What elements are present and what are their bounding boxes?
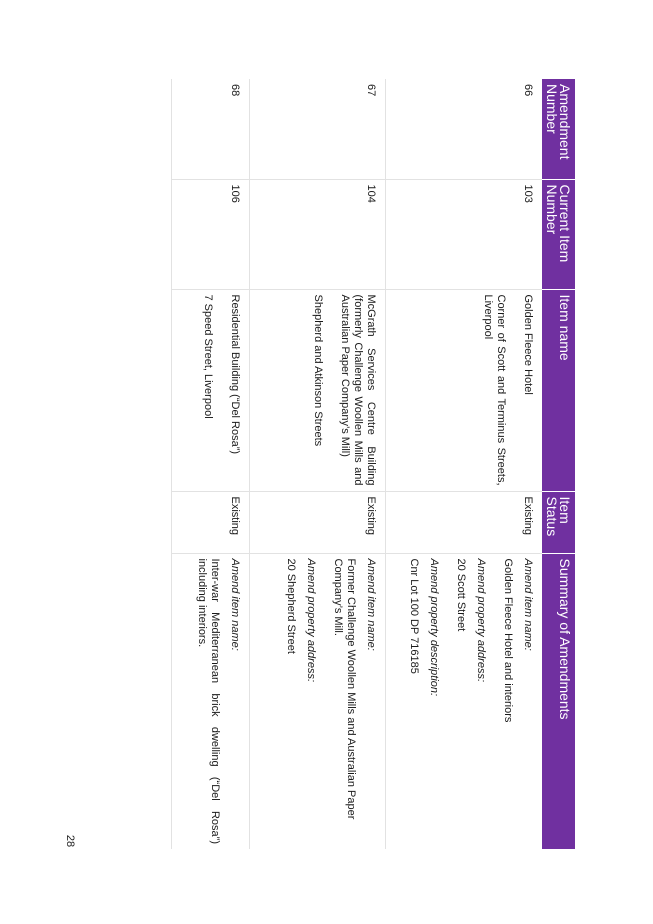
summary-cell [386, 553, 542, 849]
summary-value: 20 Scott Street [455, 558, 467, 632]
table-row [172, 79, 250, 849]
summary-value: Former Challenge Woollen Mills and Australian Paper Company’s Mill. [332, 558, 358, 820]
item-name [386, 289, 542, 491]
header-current-item-number: Current Item Number [542, 179, 575, 289]
item-address-line: Shepherd and Atkinson Streets [312, 294, 325, 447]
rotated-table-container [119, 79, 575, 849]
item-status: Existing [250, 491, 386, 553]
item-name-line: McGrath Services Centre Building (formerly Challenge Woollen Mills and Australian Paper Company’s Mill) [339, 294, 378, 486]
item-name-line: Residential Building (“Del Rosa”) [229, 294, 242, 455]
header-item-name: Item name [542, 289, 575, 491]
amendment-number: 66 [386, 79, 542, 179]
summary-value: Golden Fleece Hotel and interiors [502, 558, 514, 723]
amendment-number: 67 [250, 79, 386, 179]
summary-value: Inter-war Mediterranean brick dwelling (“Del Rosa”) including interiors. [196, 558, 222, 844]
current-item-number: 106 [172, 179, 250, 289]
summary-label: Amend property address: [475, 558, 487, 683]
current-item-number: 104 [250, 179, 386, 289]
summary-value: 20 Shepherd Street [285, 558, 298, 654]
item-name [250, 289, 386, 491]
page-number: 28 [64, 834, 77, 848]
summary-cell [250, 553, 386, 849]
item-status: Existing [386, 491, 542, 553]
summary-label: Amend property address: [305, 558, 318, 683]
item-address-line: Corner of Scott and Terminus Streets, Liverpool [482, 294, 507, 486]
summary-value: Cnr Lot 100 DP 716185 [408, 558, 420, 674]
table-row [386, 79, 542, 849]
item-name-line: Golden Fleece Hotel [522, 294, 534, 395]
summary-label: Amend item name: [229, 558, 242, 651]
summary-label: Amend property description: [428, 558, 440, 697]
amendments-table [172, 79, 576, 849]
current-item-number: 103 [386, 179, 542, 289]
header-amendment-number: Amendment Number [542, 79, 575, 179]
item-address-line: 7 Speed Street, Liverpool [202, 294, 215, 419]
summary-label: Amend item name: [365, 558, 378, 651]
amendment-number: 68 [172, 79, 250, 179]
summary-cell [172, 553, 250, 849]
item-name [172, 289, 250, 491]
table-row [250, 79, 386, 849]
header-summary: Summary of Amendments [542, 553, 575, 849]
summary-label: Amend item name: [522, 558, 534, 651]
item-status: Existing [172, 491, 250, 553]
table-header-row [542, 79, 575, 849]
header-item-status: Item Status [542, 491, 575, 553]
